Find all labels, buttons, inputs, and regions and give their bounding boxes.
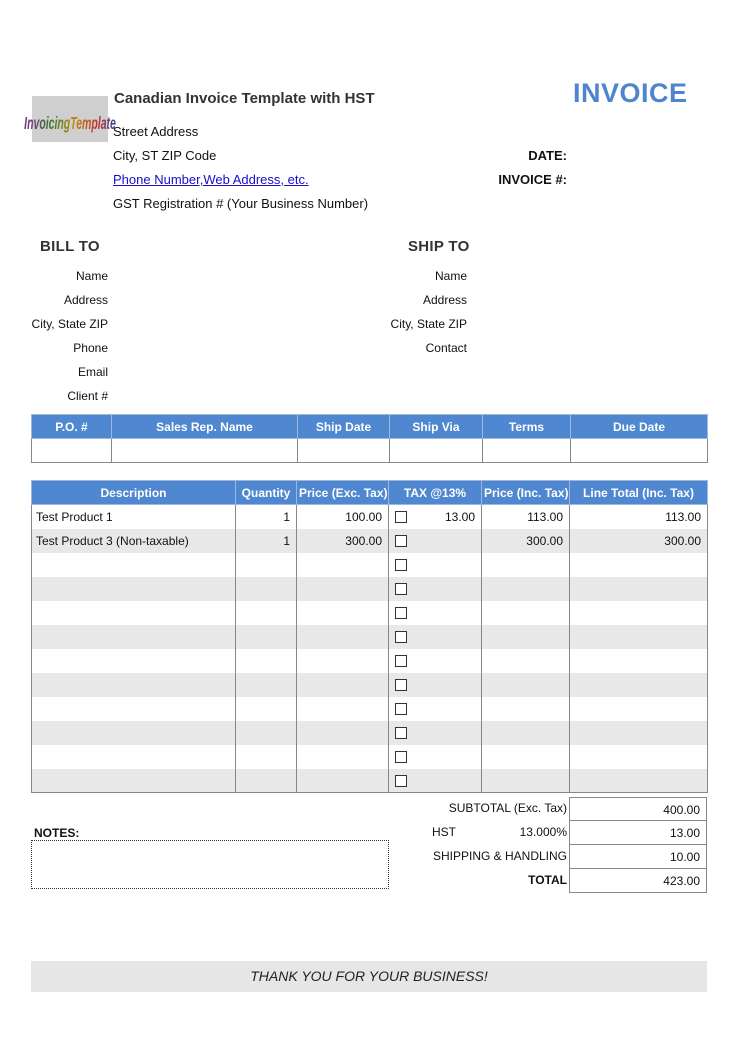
table-row [32, 649, 708, 673]
notes-box[interactable] [31, 840, 389, 889]
description-cell[interactable] [32, 553, 236, 577]
line-total-cell[interactable] [570, 577, 708, 601]
tax-checkbox[interactable] [395, 751, 407, 763]
quantity-cell[interactable] [236, 577, 297, 601]
bill-to-phone-label: Phone [73, 341, 108, 355]
description-cell[interactable] [32, 721, 236, 745]
ship-to-address-label: Address [422, 293, 467, 307]
description-cell[interactable] [32, 601, 236, 625]
description-cell[interactable] [32, 577, 236, 601]
po-number-header: P.O. # [32, 415, 112, 439]
table-row [32, 745, 708, 769]
quantity-cell[interactable] [236, 649, 297, 673]
ship-date-cell[interactable] [298, 439, 390, 463]
due-date-header: Due Date [571, 415, 708, 439]
price-inc-cell[interactable] [482, 577, 570, 601]
tax-checkbox[interactable] [395, 655, 407, 667]
bill-to-city-label: City, State ZIP [31, 317, 108, 331]
due-date-cell[interactable] [571, 439, 708, 463]
price-exc-cell[interactable] [297, 649, 389, 673]
po-number-cell[interactable] [32, 439, 112, 463]
bill-to-title: BILL TO [40, 238, 100, 255]
tax-checkbox[interactable] [395, 559, 407, 571]
tax-checkbox[interactable] [395, 727, 407, 739]
tax-checkbox[interactable] [395, 679, 407, 691]
terms-header: Terms [483, 415, 571, 439]
price-inc-header: Price (Inc. Tax) [482, 481, 570, 505]
price-exc-cell[interactable] [297, 577, 389, 601]
price-exc-cell[interactable] [297, 697, 389, 721]
table-row [32, 577, 708, 601]
company-logo [24, 96, 116, 142]
ship-date-header: Ship Date [298, 415, 390, 439]
bill-to-name-label: Name [75, 269, 108, 283]
price-inc-cell[interactable] [482, 745, 570, 769]
line-items-body [32, 505, 708, 793]
quantity-cell[interactable] [236, 553, 297, 577]
table-row [32, 601, 708, 625]
price-inc-cell[interactable] [482, 601, 570, 625]
tax-cell[interactable] [389, 697, 482, 721]
quantity-cell[interactable] [236, 745, 297, 769]
line-total-header: Line Total (Inc. Tax) [570, 481, 708, 505]
hst-value: 13.00 [569, 821, 707, 845]
line-total-cell[interactable] [570, 553, 708, 577]
tax-amount: 13.00 [444, 509, 475, 524]
tax-cell[interactable] [389, 721, 482, 745]
price-exc-cell[interactable] [297, 601, 389, 625]
price-exc-cell[interactable]: 100.00 [297, 505, 389, 529]
price-inc-cell[interactable] [482, 769, 570, 793]
price-inc-cell[interactable]: 113.00 [482, 505, 570, 529]
shipping-label: SHIPPING & HANDLING [432, 849, 567, 863]
price-inc-cell[interactable] [482, 625, 570, 649]
tax-cell[interactable] [389, 529, 482, 553]
total-value: 423.00 [569, 869, 707, 893]
tax-checkbox[interactable] [395, 703, 407, 715]
description-cell[interactable]: Test Product 3 (Non-taxable) [32, 529, 236, 553]
tax-cell[interactable] [389, 553, 482, 577]
logo-text: InvoicingTemplate [24, 114, 116, 135]
price-inc-cell[interactable] [482, 673, 570, 697]
line-total-cell[interactable]: 300.00 [570, 529, 708, 553]
street-address: Street Address [113, 124, 199, 139]
table-row [32, 505, 708, 529]
tax-cell[interactable] [389, 577, 482, 601]
bill-to-client-label: Client # [67, 389, 108, 403]
price-inc-cell[interactable] [482, 697, 570, 721]
line-total-cell[interactable] [570, 649, 708, 673]
quantity-cell[interactable] [236, 625, 297, 649]
line-total-cell[interactable] [570, 625, 708, 649]
price-exc-cell[interactable] [297, 673, 389, 697]
ship-to-contact-label: Contact [425, 341, 467, 355]
tax-checkbox[interactable] [395, 775, 407, 787]
bill-to-address-label: Address [63, 293, 108, 307]
quantity-cell[interactable] [236, 673, 297, 697]
date-label: DATE: [528, 148, 567, 163]
line-total-cell[interactable] [570, 721, 708, 745]
order-info-header-row [32, 415, 708, 439]
invoice-number-label: INVOICE #: [498, 172, 567, 187]
tax-checkbox[interactable] [395, 631, 407, 643]
quantity-cell[interactable]: 1 [236, 529, 297, 553]
description-header: Description [32, 481, 236, 505]
contact-link[interactable]: Phone Number,Web Address, etc. [113, 172, 309, 187]
shipping-value[interactable]: 10.00 [569, 845, 707, 869]
line-total-cell[interactable] [570, 601, 708, 625]
price-exc-cell[interactable] [297, 721, 389, 745]
description-cell[interactable] [32, 769, 236, 793]
line-total-cell[interactable] [570, 697, 708, 721]
table-row [32, 769, 708, 793]
hst-rate[interactable]: 13.000% [519, 825, 567, 839]
company-name: Canadian Invoice Template with HST [114, 90, 375, 107]
table-row [32, 721, 708, 745]
price-inc-cell[interactable]: 300.00 [482, 529, 570, 553]
invoice-title: INVOICE [573, 78, 688, 108]
description-cell[interactable] [32, 625, 236, 649]
bill-to-email-label: Email [77, 365, 108, 379]
price-exc-cell[interactable] [297, 553, 389, 577]
notes-label: NOTES: [34, 826, 80, 840]
quantity-cell[interactable] [236, 601, 297, 625]
price-inc-cell[interactable] [482, 649, 570, 673]
line-total-cell[interactable] [570, 745, 708, 769]
ship-via-cell[interactable] [390, 439, 483, 463]
tax-checkbox[interactable] [395, 535, 407, 547]
city-zip: City, ST ZIP Code [113, 148, 217, 163]
tax-checkbox[interactable] [395, 607, 407, 619]
table-row [32, 553, 708, 577]
price-exc-cell[interactable] [297, 769, 389, 793]
order-info-row [32, 439, 708, 463]
price-inc-cell[interactable] [482, 553, 570, 577]
tax-checkbox[interactable] [395, 511, 407, 523]
logo-image [24, 96, 116, 142]
line-items-table [31, 480, 708, 793]
price-inc-cell[interactable] [482, 721, 570, 745]
price-exc-cell[interactable] [297, 625, 389, 649]
ship-to-title: SHIP TO [408, 238, 470, 255]
price-exc-cell[interactable] [297, 745, 389, 769]
sales-rep-cell[interactable] [112, 439, 298, 463]
subtotal-value: 400.00 [569, 797, 707, 821]
subtotal-label: SUBTOTAL (Exc. Tax) [448, 801, 567, 815]
tax-cell[interactable] [389, 673, 482, 697]
table-row [32, 625, 708, 649]
description-cell[interactable] [32, 673, 236, 697]
description-cell[interactable]: Test Product 1 [32, 505, 236, 529]
tax-cell[interactable] [389, 649, 482, 673]
ship-via-header: Ship Via [390, 415, 483, 439]
price-exc-cell[interactable]: 300.00 [297, 529, 389, 553]
tax-checkbox[interactable] [395, 583, 407, 595]
quantity-cell[interactable] [236, 721, 297, 745]
tax-header: TAX @13% [389, 481, 482, 505]
line-items-header-row [32, 481, 708, 505]
ship-to-city-label: City, State ZIP [390, 317, 467, 331]
quantity-header: Quantity [236, 481, 297, 505]
description-cell[interactable] [32, 745, 236, 769]
gst-registration: GST Registration # (Your Business Number) [113, 196, 369, 211]
table-row [32, 673, 708, 697]
description-cell[interactable] [32, 697, 236, 721]
line-total-cell[interactable]: 113.00 [570, 505, 708, 529]
quantity-cell[interactable] [236, 769, 297, 793]
tax-cell[interactable] [389, 601, 482, 625]
tax-cell[interactable] [389, 625, 482, 649]
tax-cell[interactable] [389, 745, 482, 769]
quantity-cell[interactable] [236, 697, 297, 721]
description-cell[interactable] [32, 649, 236, 673]
quantity-cell[interactable]: 1 [236, 505, 297, 529]
order-info-table [31, 414, 708, 463]
tax-cell[interactable] [389, 769, 482, 793]
line-total-cell[interactable] [570, 769, 708, 793]
tax-cell[interactable] [389, 505, 482, 529]
total-label: TOTAL [528, 873, 567, 887]
sales-rep-header: Sales Rep. Name [112, 415, 298, 439]
terms-cell[interactable] [483, 439, 571, 463]
ship-to-name-label: Name [434, 269, 467, 283]
table-row [32, 529, 708, 553]
price-exc-header: Price (Exc. Tax) [297, 481, 389, 505]
thank-you-footer: THANK YOU FOR YOUR BUSINESS! [31, 961, 707, 992]
line-total-cell[interactable] [570, 673, 708, 697]
table-row [32, 697, 708, 721]
hst-label: HST [432, 825, 456, 839]
